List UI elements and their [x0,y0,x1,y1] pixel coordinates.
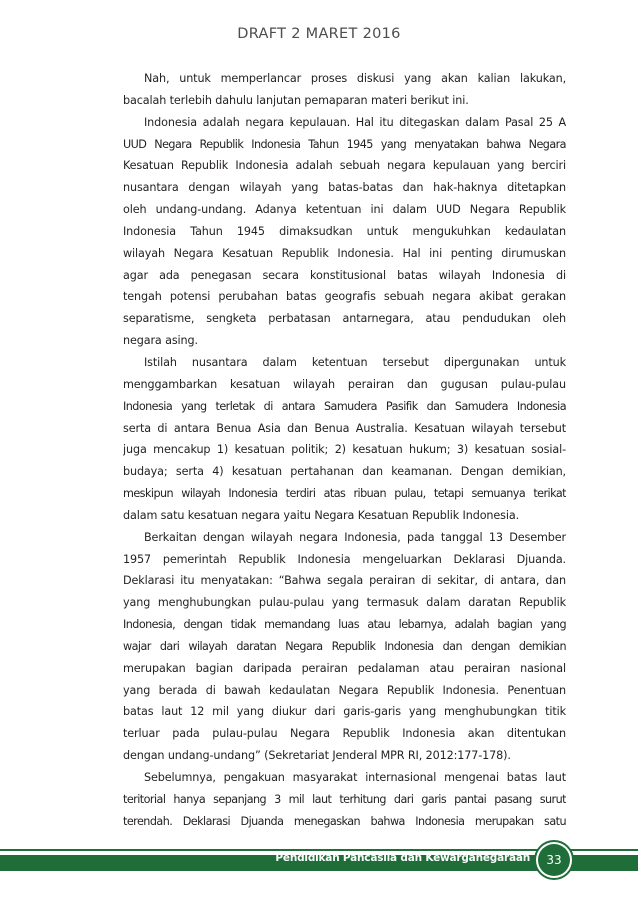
text-line: dengan undang-undang” (Sekretariat Jenderal MPR RI, 2012:177-178). [123,749,511,763]
text-line: bacalah terlebih dahulu lanjutan pemaparan materi berikut ini. [123,93,469,107]
text-line: agar ada penegasan secara konstitusional batas wilayah Indonesia di [123,268,566,282]
text-line: juga mencakup 1) kesatuan politik; 2) kesatuan hukum; 3) kesatuan sosial- [123,443,566,457]
text-line: Sebelumnya, pengakuan masyarakat internasional mengenai batas laut [144,771,566,784]
text-line: batas laut 12 mil yang diukur dari garis-garis yang menghubungkan titik [123,705,566,719]
text-line: budaya; serta 4) kesatuan pertahanan dan keamanan. Dengan demikian, [123,465,566,479]
text-line: merupakan bagian daripada perairan pedalaman atau perairan nasional [123,661,566,675]
text-line: yang menghubungkan pulau-pulau yang termasuk dalam daratan Republik [123,596,566,610]
page-number: 33 [538,844,570,876]
text-line: teritorial hanya sepanjang 3 mil laut terhitung dari garis pantai pasang surut [123,792,566,806]
text-line: Indonesia yang terletak di antara Samudera Pasifik dan Samudera Indonesia [123,399,566,413]
text-line: meskipun wilayah Indonesia terdiri atas ribuan pulau, tetapi semuanya terikat [123,487,566,501]
text-line: Kesatuan Republik Indonesia adalah sebuah negara kepulauan yang berciri [123,159,566,173]
text-line: Deklarasi itu menyatakan: “Bahwa segala perairan di sekitar, di antara, dan [123,574,566,588]
text-line: oleh undang-undang. Adanya ketentuan ini dalam UUD Negara Republik [123,203,566,217]
text-line: negara asing. [123,334,198,348]
text-line: Indonesia Tahun 1945 dimaksudkan untuk mengukuhkan kedaulatan [123,224,566,238]
text-line: tengah potensi perubahan batas geografis sebuah negara akibat gerakan [123,290,566,304]
text-line: Nah, untuk memperlancar proses diskusi yang akan kalian lakukan, [144,72,566,85]
text-line: Istilah nusantara dalam ketentuan tersebut dipergunakan untuk [144,355,566,369]
body-text [123,68,566,833]
text-line: separatisme, sengketa perbatasan antarnegara, atau pendudukan oleh [123,312,566,326]
text-line: yang berada di bawah kedaulatan Negara Republik Indonesia. Penentuan [123,683,566,697]
draft-header: DRAFT 2 MARET 2016 [237,26,401,42]
text-line: terendah. Deklarasi Djuanda menegaskan bahwa Indonesia merupakan satu [123,814,566,828]
text-line: serta di antara Benua Asia dan Benua Australia. Kesatuan wilayah tersebut [123,421,566,435]
text-line: Indonesia, dengan tidak memandang luas atau lebarnya, adalah bagian yang [123,618,566,632]
text-line: dalam satu kesatuan negara yaitu Negara Kesatuan Republik Indonesia. [123,508,520,522]
text-line: terluar pada pulau-pulau Negara Republik Indonesia akan ditentukan [123,727,566,741]
text-line: Berkaitan dengan wilayah negara Indonesia, pada tanggal 13 Desember [144,530,566,544]
text-line: wajar dari wilayah daratan Negara Republik Indonesia dan dengan demikian [123,639,566,653]
book-title: Pendidikan Pancasila dan Kewarganegaraan [275,852,530,864]
text-line: Indonesia adalah negara kepulauan. Hal itu ditegaskan dalam Pasal 25 A [144,115,566,129]
text-line: UUD Negara Republik Indonesia Tahun 1945 yang menyatakan bahwa Negara [123,137,566,151]
text-line: menggambarkan kesatuan wilayah perairan dan gugusan pulau-pulau [123,377,566,391]
text-line: 1957 pemerintah Republik Indonesia mengeluarkan Deklarasi Djuanda. [123,552,566,566]
page-number-badge [534,840,574,880]
text-line: nusantara dengan wilayah yang batas-batas dan hak-haknya ditetapkan [123,181,566,195]
text-line: wilayah Negara Kesatuan Republik Indonesia. Hal ini penting dirumuskan [123,246,566,260]
